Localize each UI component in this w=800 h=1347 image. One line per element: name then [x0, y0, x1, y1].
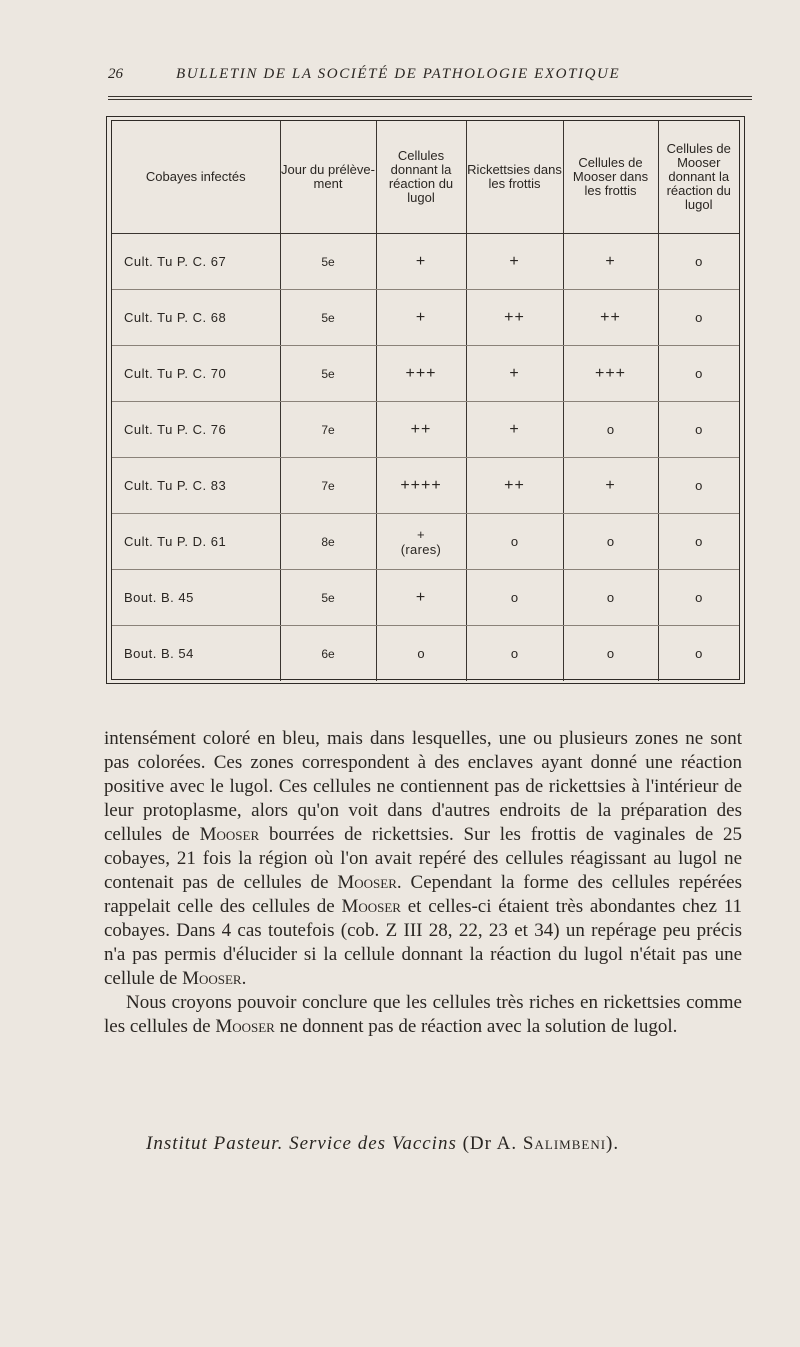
- row-day: 5e: [280, 570, 376, 626]
- row-lugol: +: [376, 290, 466, 346]
- row-mooser-lugol: o: [658, 402, 739, 458]
- row-name: Cult. Tu P. C. 76: [112, 402, 280, 458]
- row-mooser-lugol: o: [658, 234, 739, 290]
- row-name: Cult. Tu P. C. 70: [112, 346, 280, 402]
- row-lugol: o: [376, 626, 466, 682]
- column-header-lugol: Cellules donnant la réaction du lugol: [376, 121, 466, 234]
- paragraph-1-part-a: intensément coloré en bleu, mais dans lesquelles, une ou plusieurs zones ne sont pas colorées. Ces zones correspondent à des enclaves ayant donné une réaction positive avec le lugol. Ces cellules ne contiennent pas de rickettsies à l'intérieur de leur protoplasme, alors qu'on voit dans d'autres endroits de la préparation des cellules de: [104, 728, 742, 845]
- row-rickettsies: ++: [466, 458, 563, 514]
- row-lugol-cell: [376, 514, 466, 570]
- row-lugol: +++: [376, 346, 466, 402]
- row-lugol: +: [376, 234, 466, 290]
- row-mooser-lugol: o: [695, 646, 703, 661]
- author-name-mooser: Mooser: [182, 968, 242, 989]
- row-name: Cult. Tu P. D. 61: [112, 514, 280, 570]
- row-mooser: +: [563, 234, 658, 290]
- paragraph-2-part-a: Nous croyons pouvoir conclure que les cellules très riches en rickettsies comme les cellules de: [104, 992, 742, 1037]
- row-mooser-lugol: o: [658, 458, 739, 514]
- row-lugol: ++: [376, 402, 466, 458]
- row-day: 5e: [280, 234, 376, 290]
- paragraph-1-part-e: .: [241, 968, 247, 989]
- row-lugol-note: (rares): [400, 541, 442, 557]
- row-day: 7e: [280, 458, 376, 514]
- row-mooser-lugol: o: [658, 570, 739, 626]
- page-number: 26: [108, 66, 123, 82]
- author-name-mooser: Mooser: [215, 1016, 275, 1037]
- row-mooser: +: [563, 458, 658, 514]
- author-open: (Dr A.: [456, 1133, 523, 1154]
- paragraph-1-part-d: et celles-ci étaient très abondantes chez 11 cobayes. Dans 4 cas toutefois (cob. Z III 28, 22, 23 et 34) un repérage peu précis n'a pas permis d'élucider si la cellule donnant la réaction du lugol n'était pas une cellule de: [104, 896, 742, 989]
- table-row: [112, 570, 739, 626]
- row-day: 5e: [280, 346, 376, 402]
- row-mooser-lugol: o: [658, 346, 739, 402]
- column-header-cobayes: Cobayes infectés: [112, 121, 280, 234]
- running-header: [108, 62, 752, 90]
- column-header-rickettsies: Rickettsies dans les frottis: [466, 121, 563, 234]
- row-mooser: o: [563, 514, 658, 570]
- row-day: 8e: [280, 514, 376, 570]
- table-row: [112, 458, 739, 514]
- row-rickettsies: +: [466, 234, 563, 290]
- author-name-mooser: Mooser: [199, 824, 260, 845]
- row-mooser: +++: [563, 346, 658, 402]
- paragraph-1: [104, 727, 742, 991]
- row-rickettsies: +: [466, 402, 563, 458]
- row-rickettsies: o: [466, 626, 563, 682]
- row-mooser-lugol: o: [658, 514, 739, 570]
- paragraph-2-part-b: ne donnent pas de réaction avec la solution de lugol.: [274, 1016, 678, 1037]
- body-text: [104, 727, 742, 1039]
- row-mooser: ++: [563, 290, 658, 346]
- header-rule: [108, 96, 752, 97]
- author-name: Salimbeni: [522, 1133, 607, 1154]
- author-name-mooser: Mooser: [337, 872, 397, 893]
- paragraph-2: [104, 991, 742, 1039]
- row-rickettsies: o: [466, 514, 563, 570]
- table-row: [112, 234, 739, 290]
- row-name: Cult. Tu P. C. 83: [112, 458, 280, 514]
- row-mooser: o: [563, 626, 658, 682]
- column-header-mooser: Cellules de Mooser dans les frottis: [563, 121, 658, 234]
- table-header-row: [112, 121, 739, 234]
- header-rule-thin: [108, 99, 752, 100]
- results-table-frame: [106, 116, 745, 684]
- row-lugol: ++++: [376, 458, 466, 514]
- row-name: Bout. B. 54: [112, 626, 280, 682]
- row-name: Cult. Tu P. C. 67: [112, 234, 280, 290]
- row-mooser: o: [563, 570, 658, 626]
- column-header-day: Jour du prélève-ment: [280, 121, 376, 234]
- row-name: Cult. Tu P. C. 68: [112, 290, 280, 346]
- row-mooser: o: [563, 402, 658, 458]
- row-rickettsies: o: [466, 570, 563, 626]
- paragraph-1-part-b: bourrées de rickettsies. Sur les frottis de vaginales de 25 cobayes, 21 fois la région où l'on avait repéré des cellules réagissant au lugol ne contenait pas de cellules de: [104, 824, 742, 893]
- table-row: [112, 402, 739, 458]
- row-lugol: +: [376, 570, 466, 626]
- results-table: [112, 121, 739, 681]
- institute-name: Institut Pasteur. Service des Vaccins: [146, 1133, 457, 1154]
- table-row: [112, 290, 739, 346]
- table-row: [112, 626, 739, 682]
- column-header-mooser-lugol: Cellules de Mooser donnant la réaction du lugol: [658, 121, 739, 234]
- running-title: BULLETIN DE LA SOCIÉTÉ DE PATHOLOGIE EXOTIQUE: [176, 66, 621, 82]
- signature-line: [146, 1133, 766, 1155]
- row-day: 5e: [280, 290, 376, 346]
- row-name: Bout. B. 45: [112, 570, 280, 626]
- row-lugol: +: [417, 526, 425, 542]
- row-day: 6e: [280, 626, 376, 682]
- table-row: [112, 346, 739, 402]
- author-close: ).: [606, 1133, 620, 1154]
- author-name-mooser: Mooser: [341, 896, 401, 917]
- row-mooser-lugol: o: [658, 290, 739, 346]
- paragraph-1-part-c: . Cependant la forme des cellules repérées rappelait celle des cellules de: [104, 872, 743, 917]
- row-rickettsies: ++: [466, 290, 563, 346]
- table-row: [112, 514, 739, 570]
- row-day: 7e: [280, 402, 376, 458]
- row-rickettsies: +: [466, 346, 563, 402]
